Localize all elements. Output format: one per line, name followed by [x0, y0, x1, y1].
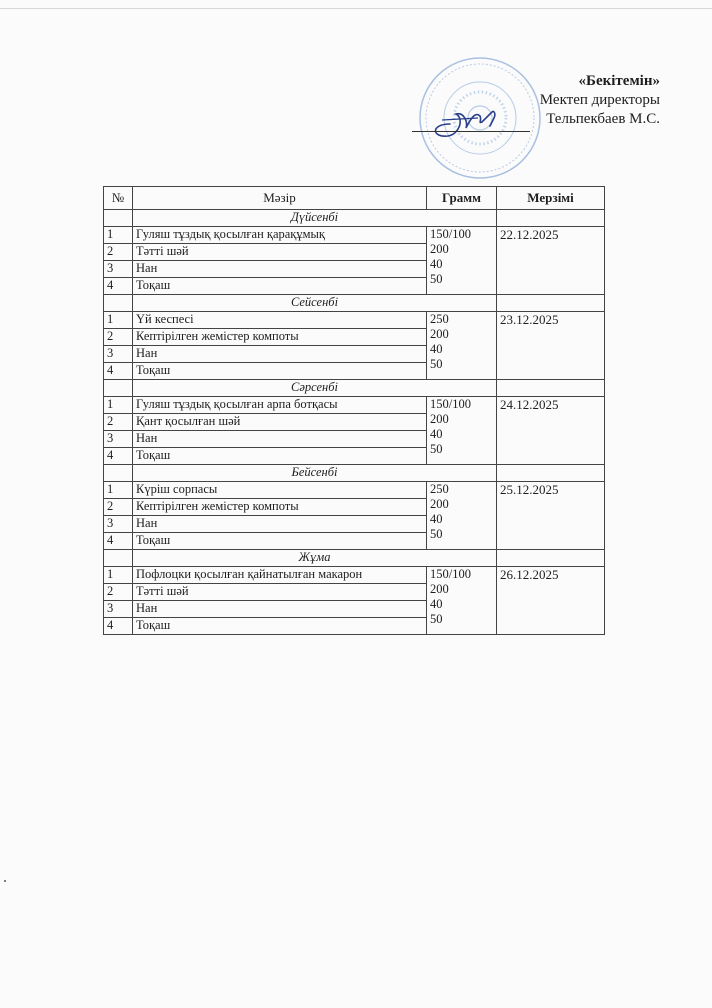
day-name: Бейсенбі	[133, 465, 497, 482]
item-number: 1	[104, 567, 133, 584]
table-row	[104, 227, 605, 244]
date-cell: 24.12.2025	[497, 397, 605, 465]
approval-name: Тельпекбаев М.С.	[546, 111, 660, 127]
day-name: Жұма	[133, 550, 497, 567]
header-menu: Мәзір	[133, 187, 427, 210]
gram-value: 40	[430, 597, 443, 611]
day-header-blank	[497, 210, 605, 227]
gram-value: 200	[430, 242, 449, 256]
gram-cell	[427, 312, 497, 380]
day-header-row	[104, 210, 605, 227]
header-date: Мерзімі	[497, 187, 605, 210]
day-header-blank	[497, 550, 605, 567]
table-row	[104, 482, 605, 499]
item-number: 2	[104, 244, 133, 261]
gram-cell	[427, 397, 497, 465]
dish-name: Қант қосылған шәй	[133, 414, 427, 431]
item-number: 3	[104, 516, 133, 533]
table-header-row	[104, 187, 605, 210]
item-number: 2	[104, 414, 133, 431]
day-header-blank	[104, 210, 133, 227]
gram-value: 150/100	[430, 227, 471, 241]
dish-name: Тоқаш	[133, 278, 427, 295]
day-header-blank	[104, 465, 133, 482]
gram-cell	[427, 227, 497, 295]
day-header-row	[104, 380, 605, 397]
header-num: №	[104, 187, 133, 210]
item-number: 4	[104, 448, 133, 465]
date-cell: 25.12.2025	[497, 482, 605, 550]
gram-cell	[427, 567, 497, 635]
dish-name: Кептірілген жемістер компоты	[133, 329, 427, 346]
gram-value: 40	[430, 512, 443, 526]
dish-name: Тоқаш	[133, 533, 427, 550]
gram-value: 40	[430, 427, 443, 441]
item-number: 1	[104, 227, 133, 244]
day-header-blank	[497, 380, 605, 397]
gram-value: 50	[430, 357, 443, 371]
date-cell: 22.12.2025	[497, 227, 605, 295]
gram-value: 250	[430, 312, 449, 326]
day-header-blank	[104, 295, 133, 312]
item-number: 3	[104, 431, 133, 448]
item-number: 2	[104, 584, 133, 601]
day-header-blank	[497, 295, 605, 312]
dish-name: Күріш сорпасы	[133, 482, 427, 499]
item-number: 1	[104, 397, 133, 414]
dish-name: Гуляш тұздық қосылған арпа ботқасы	[133, 397, 427, 414]
gram-value: 250	[430, 482, 449, 496]
approval-title: «Бекітемін»	[578, 73, 660, 89]
item-number: 2	[104, 499, 133, 516]
date-cell: 26.12.2025	[497, 567, 605, 635]
dish-name: Тоқаш	[133, 618, 427, 635]
dish-name: Нан	[133, 516, 427, 533]
dish-name: Кептірілген жемістер компоты	[133, 499, 427, 516]
gram-value: 50	[430, 527, 443, 541]
dish-name: Нан	[133, 261, 427, 278]
gram-value: 200	[430, 327, 449, 341]
item-number: 2	[104, 329, 133, 346]
dish-name: Гуляш тұздық қосылған қарақұмық	[133, 227, 427, 244]
day-header-row	[104, 295, 605, 312]
gram-value: 40	[430, 342, 443, 356]
table-row	[104, 567, 605, 584]
item-number: 3	[104, 261, 133, 278]
dish-name: Нан	[133, 601, 427, 618]
header-gram: Грамм	[427, 187, 497, 210]
day-name: Сейсенбі	[133, 295, 497, 312]
dish-name: Тәтті шәй	[133, 584, 427, 601]
item-number: 4	[104, 278, 133, 295]
date-cell: 23.12.2025	[497, 312, 605, 380]
day-name: Дүйсенбі	[133, 210, 497, 227]
gram-value: 50	[430, 442, 443, 456]
signature-line	[412, 131, 530, 132]
gram-value: 200	[430, 497, 449, 511]
item-number: 4	[104, 533, 133, 550]
menu-table	[103, 186, 605, 635]
item-number: 1	[104, 482, 133, 499]
day-header-row	[104, 550, 605, 567]
item-number: 3	[104, 601, 133, 618]
dish-name: Пофлоцки қосылған қайнатылған макарон	[133, 567, 427, 584]
item-number: 4	[104, 363, 133, 380]
scan-top-edge	[0, 8, 712, 9]
item-number: 1	[104, 312, 133, 329]
table-row	[104, 312, 605, 329]
day-name: Сәрсенбі	[133, 380, 497, 397]
scan-speck	[4, 880, 6, 882]
item-number: 4	[104, 618, 133, 635]
day-header-blank	[104, 550, 133, 567]
dish-name: Тоқаш	[133, 448, 427, 465]
table-row	[104, 397, 605, 414]
menu-body	[104, 210, 605, 635]
gram-value: 50	[430, 612, 443, 626]
gram-value: 150/100	[430, 567, 471, 581]
day-header-row	[104, 465, 605, 482]
gram-cell	[427, 482, 497, 550]
dish-name: Нан	[133, 431, 427, 448]
dish-name: Үй кеспесі	[133, 312, 427, 329]
gram-value: 40	[430, 257, 443, 271]
approval-position: Мектеп директоры	[539, 92, 660, 108]
gram-value: 200	[430, 412, 449, 426]
day-header-blank	[497, 465, 605, 482]
day-header-blank	[104, 380, 133, 397]
gram-value: 200	[430, 582, 449, 596]
item-number: 3	[104, 346, 133, 363]
gram-value: 150/100	[430, 397, 471, 411]
gram-value: 50	[430, 272, 443, 286]
dish-name: Нан	[133, 346, 427, 363]
dish-name: Тоқаш	[133, 363, 427, 380]
approval-block	[470, 72, 660, 129]
dish-name: Тәтті шәй	[133, 244, 427, 261]
